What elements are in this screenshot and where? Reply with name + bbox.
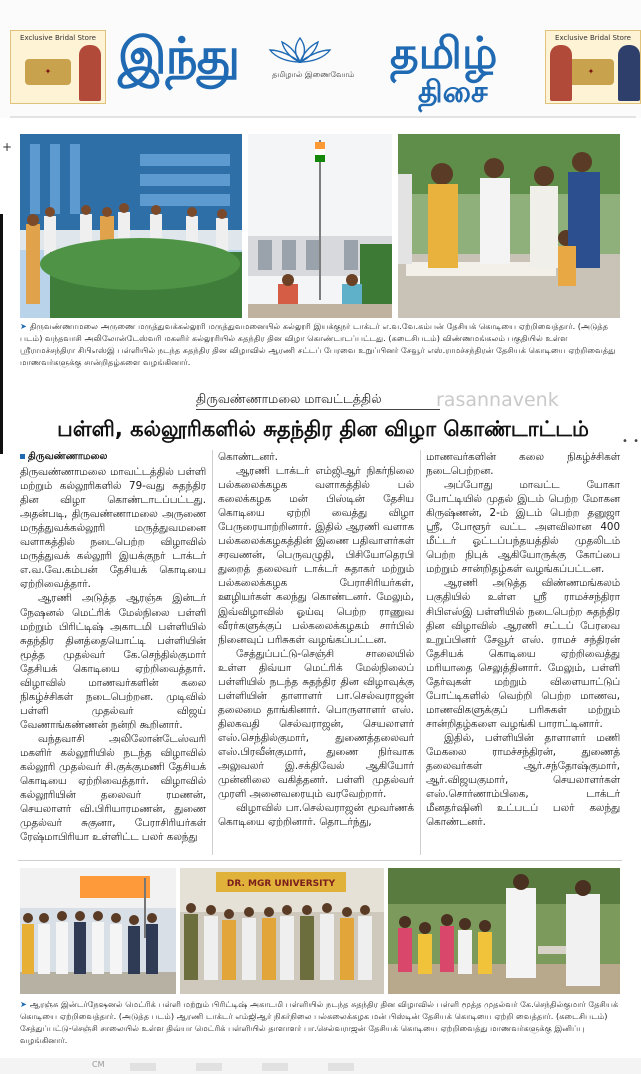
color-registration-block [328, 1063, 354, 1071]
crop-mark-icon: + [2, 140, 13, 154]
logo-tagline: தமிழால் இணைவோம் [272, 70, 355, 79]
paragraph: வந்தவாசி அலிலோன்டேஸ்வரி மகளிர் கல்லூரியில் நடந்த விழாவில் கல்லூரி முதல்வர் சி.குக்குமணி தேசியக் கொடியை ஏற்றிவைத்தார். விழாவில் கல்லூரியின் தலைவர் ரமணன், செயலாளர் வி.பிரியாரமணன், துணை முதல்வர் சுகுனா, பேராசிரியர்கள் ரேஷ்மாபிரியா உள்ளிட்ட பலர் கலந்து [20, 732, 206, 844]
photo-children-sweets-image [388, 868, 620, 994]
article-headline: பள்ளி, கல்லூரிகளில் சுதந்திர தின விழா கொண்டாட்டம் [57, 417, 589, 441]
caption-arrow-icon: ➤ [20, 999, 30, 1009]
paragraph: அப்போது மாவட்ட யோகா போட்டியில் முதல் இடம் பெற்ற மோகன கிருஷ்ணன், 2-ம் இடம் பெற்ற தனுஜா ஸ்ரீ, போளூர் வட்ட அளவிலான 400 மீட்டர் ஓட்டப்பந்தயத்தில் முதலிடம் பெற்ற நிபுக் ஆகியோருக்கு கோப்பை மற்றும் சான்றிதழ்கள் வழங்கப்பட்டன. [426, 479, 620, 576]
photo-school-staff-lineup[interactable] [20, 868, 176, 994]
caption-arrow-icon: ➤ [20, 321, 30, 331]
top-photo-caption [20, 320, 620, 368]
masthead-rule [10, 116, 636, 118]
column-divider [212, 450, 213, 855]
paragraph: இதில், பள்ளியின் தாளாளர் மணி மேகலை ராமச்சந்திரன், துணைத் தலைவர்கள் ஆர்.சந்தோஷ்குமார், ஆர்.விஜயகுமார், செயலாளர்கள் எஸ்.சொர்ணாம்பிகை, டாக்டர் மீனதர்ஷினி உட்படப் பலர் கலந்து கொண்டனர். [426, 731, 620, 829]
photo-college-flag-salute[interactable] [20, 134, 242, 318]
photo-school-officials[interactable] [398, 134, 620, 318]
paragraph: சேத்துப்பட்டு-செஞ்சி சாலையில் உள்ள திவ்யா மெட்ரிக் மேல்நிலைப் பள்ளியில் நடந்த சுதந்திர தின விழாவுக்கு பள்ளியின் தாளாளர் பா.செல்வராஜன் தலைமை தாங்கினார். பொருளாளர் எஸ். திலகவதி செல்வராஜன், செயலாளர் எஸ்.செந்தில்குமார், துணைத்தலைவர் எஸ்.பிரவீன்குமார், துணை நிர்வாக அலுவலர் இ.சக்திவேல் ஆகியோர் முன்னிலை வகித்தனர். பள்ளி முதல்வர் முரளி அனைவரையும் வரவேற்றார். [218, 647, 414, 801]
color-registration-block [196, 1063, 222, 1071]
kicker-underline [196, 409, 440, 410]
color-registration-block [130, 1063, 156, 1071]
photo-flagpole-image [248, 134, 392, 318]
article-column-1 [20, 450, 206, 844]
watermark: rasannavenk [436, 389, 559, 411]
paragraph: கொண்டனர். [218, 451, 278, 463]
crop-dots: • • [622, 436, 640, 447]
bottom-caption-text: ஆரஞ்சு இன்டர்நேஷனல் மெட்ரிக் பள்ளி மற்றும் பிரிட்டிஷ் அகாடமி பள்ளியில் நடந்த சுதந்திர தின விழாவில் பள்ளி மூத்த முதல்வர் கே.செந்தில்குமார் தேசியக் கொடியை ஏற்றிவைத்தார். (அடுத்த படம்) ஆரணி டாக்டர் எம்ஜிஆர் நிகர்நிலை பல்கலைக்கழக மன் பிஸ்டின் தேசியக் கொடியை ஏற்றி வைத்தார். (கடைசிபடம்) சேத்துப்பட்டு-செஞ்சி சாலையில் உள்ள திவ்யா மெட்ரிக் பள்ளியில் தாளாளர் பா.செல்வராஜன் தேசியக் கொடியை ஏற்றிவைத்து மாணவர்களுக்கு இனிப்பு வழங்கினார். [20, 999, 619, 1045]
jewellery-box-icon: ✦ [568, 59, 614, 85]
kicker: திருவண்ணாமலை மாவட்டத்தில் [196, 391, 382, 406]
article-column-3 [426, 450, 620, 829]
lotus-emblem-icon [268, 34, 332, 66]
paragraph: ஆரணி அடுத்த ஆரஞ்சு இன்டர் நேஷனல் மெட்ரிக் மேல்நிலை பள்ளி மற்றும் பிரிட்டிஷ் அகாடமி பள்ளியில் சுதந்திர தினத்தையொட்டி பள்ளியின் மூத்த முதல்வர் கே.செந்தில்குமார் தேசியக் கொடியை ஏற்றிவைத்தார். விழாவில் மாணவர்களின் கலை நிகழ்ச்சிகள் நடைபெற்றன. முடிவில் பள்ளி முதல்வர் விஜய் வேணாங்கண்ணன் நன்றி கூறினார். [20, 592, 206, 731]
photo-flagpole[interactable] [248, 134, 392, 318]
page-footer [0, 1058, 641, 1074]
logo-word-tamil: தமிழ் [390, 28, 498, 79]
paragraph: மாணவர்களின் கலை நிகழ்ச்சிகள் நடைபெற்றன. [426, 451, 620, 478]
masthead-ad-left[interactable] [10, 30, 106, 104]
model-figure [550, 45, 572, 101]
photo-university-veterans-image [180, 868, 384, 994]
dateline: திருவண்ணாமலை [20, 450, 206, 464]
color-registration-block [262, 1063, 288, 1071]
top-caption-text: திருவண்ணாமலை அருணை மருத்துவக்கல்லூரி மருத்துவமனையில் கல்லூரி இயக்குநர் டாக்டர் எ.வ.வே.கம்பன் தேசியக் கொடியை ஏற்றிவைத்தார். (அடுத்த படம்) வந்தவாசி அலிலோன்டேஸ்வரி மகளிர் கல்லூரியில் சுதந்திர தின விழா கொண்டாடப்பட்டது. (கடைசிபடம்) விண்ணமங்கலம் பகுதியில் உள்ள ஸ்ரீராமச்சந்திரா சிபிஎஸ்இ பள்ளியில் நடந்த சுதந்திர தின விழாவில் ஆரணி சட்டப் பேரவை உறுப்பினர் சேவூர் எஸ்.ராமச்சந்திரன் தேசியக் கொடியை ஏற்றிவைத்து மாணவர்களுக்கு சான்றிதழ்களை வழங்கினார். [20, 321, 616, 367]
masthead-ad-right[interactable] [545, 30, 641, 104]
paragraph: ஆரணி டாக்டர் எம்ஜிஆர் நிகர்நிலை பல்கலைக்கழக வளாகத்தில் பல் கலைக்கழக மன் பிஸ்டின் தேசிய கொடியை ஏற்றி வைத்து விழா பேருரையாற்றினார். இதில் ஆரணி வளாக பல்கலைக்கழகத்தின் இணை பதிவாளர்கள் சரவணன், பெருவழுதி, பிசியோதெரபி துறைத் தலைவர் டாக்டர் சுதாகர் மற்றும் பல்கலைக்கழக பேராசிரியர்கள், ஊழியர்கள் கலந்து கொண்டனர். மேலும், இவ்விழாவில் ஓய்வு பெற்ற ராணுவ வீரர்களுக்குப் பல்கலைக்கழகம் சார்பில் நினைவுப் பரிசுகள் வழங்கப்பட்டன. [218, 465, 414, 646]
model-figure [79, 45, 101, 101]
masthead [0, 0, 641, 118]
photo-children-sweets[interactable] [388, 868, 620, 994]
photo-university-veterans[interactable] [180, 868, 384, 994]
column-divider [420, 450, 421, 855]
logo-word-thisai: திசை [418, 75, 488, 110]
section-rule [18, 860, 622, 861]
photo-college-flag-salute-image [20, 134, 242, 318]
ad-left-label: Exclusive Bridal Store [20, 34, 96, 42]
photo-school-staff-lineup-image [20, 868, 176, 994]
university-banner-text: DR. MGR UNIVERSITY [226, 879, 336, 889]
paragraph: திருவண்ணாமலை மாவட்டத்தில் பள்ளி மற்றும் கல்லூரிகளில் 79-வது சுதந்திர தின விழா கொண்டாடப்பட்டது. அதன்படி, திருவண்ணாமலை அருணை மருத்துவக்கல்லூரி மருத்துவமனை வளாகத்தில் நடைபெற்ற விழாவில் மருத்துவக் கல்லூரி இயக்குநர் டாக்டர் எ.வ.வே.கம்பன் தேசியக் கொடியை ஏற்றிவைத்தார். [20, 466, 206, 591]
footer-mark: CM [92, 1060, 105, 1069]
ad-right-label: Exclusive Bridal Store [555, 34, 631, 42]
jewellery-box-icon: ✦ [25, 59, 71, 85]
newspaper-logo[interactable] [118, 26, 534, 110]
article-column-2 [218, 450, 414, 829]
model-figure [618, 45, 640, 101]
paragraph: விழாவில் பா.செல்வராஜன் மூவர்ணக் கொடியை ஏற்றினார். தொடர்ந்து, [218, 802, 414, 829]
photo-school-officials-image [398, 134, 620, 318]
logo-word-indhu: இந்து [118, 26, 240, 85]
bottom-photo-caption [20, 998, 620, 1046]
paragraph: ஆரணி அடுத்த விண்ணமங்கலம் பகுதியில் உள்ள ஸ்ரீ ராமச்சந்திரா சிபிஎஸ்இ பள்ளியில் நடைபெற்ற சுதந்திர தின விழாவில் ஆரணி சட்டப் பேரவை உறுப்பினர் சேவூர் எஸ். ராமச் சந்திரன் தேசியக் கொடியை ஏற்றிவைத்து மரியாதை செலுத்தினார். மேலும், பள்ளி தேர்வுகள் மற்றும் விளையாட்டுப் போட்டிகளில் வெற்றி பெற்ற மாணவ, மாணவிகளுக்குப் பரிசுகள் மற்றும் சான்றிதழ்களை வழங்கி பாராட்டினார். [426, 577, 620, 730]
left-edge-bar [0, 214, 3, 454]
